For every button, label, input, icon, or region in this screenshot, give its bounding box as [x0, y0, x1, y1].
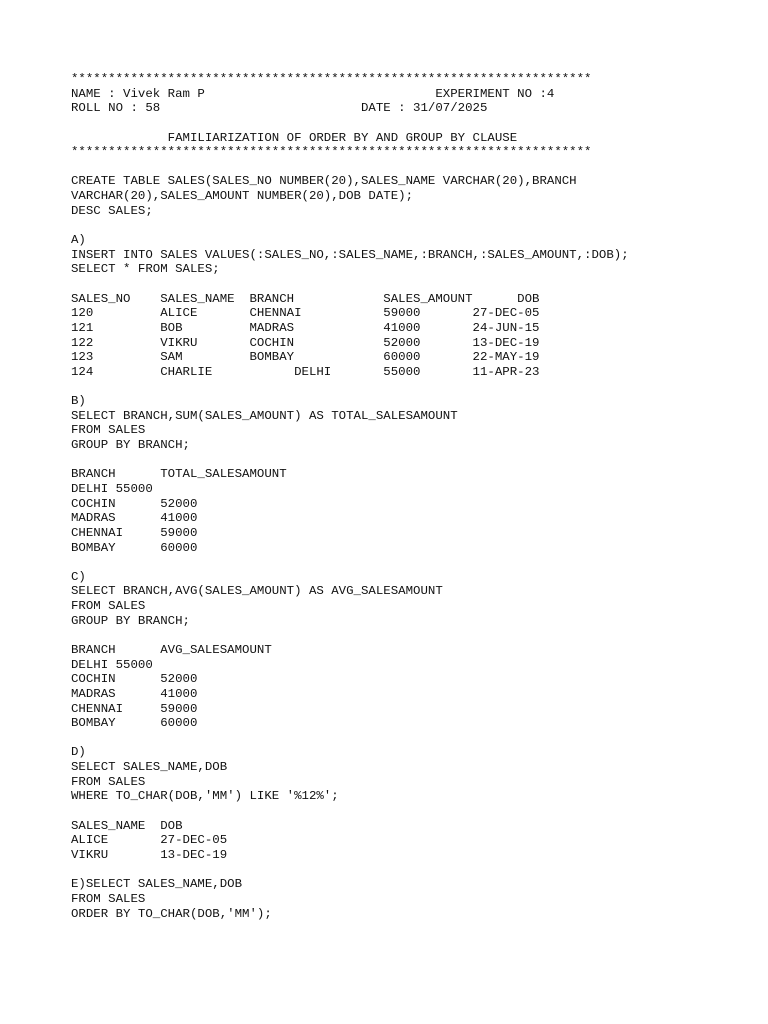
section-c-label: C): [71, 569, 86, 584]
sum-query-line: SELECT BRANCH,SUM(SALES_AMOUNT) AS TOTAL_SALESAMOUNT: [71, 408, 458, 423]
insert-statement: INSERT INTO SALES VALUES(:SALES_NO,:SALES_NAME,:BRANCH,:SALES_AMOUNT,:DOB);: [71, 247, 629, 262]
sum-result-row: COCHIN 52000: [71, 496, 198, 511]
sales-table-row: 120 ALICE CHENNAI 59000 27-DEC-05: [71, 306, 540, 321]
spacer: [71, 731, 761, 746]
where-result-row: VIKRU 13-DEC-19: [71, 847, 228, 862]
document-page: [71, 72, 761, 921]
avg-result-row: MADRAS 41000: [71, 686, 198, 701]
sum-result-row: MADRAS 41000: [71, 511, 198, 526]
where-result-row: ALICE 27-DEC-05: [71, 833, 228, 848]
where-query-line: FROM SALES: [71, 774, 146, 789]
spacer: [71, 277, 761, 292]
avg-result-row: BOMBAY 60000: [71, 716, 198, 731]
sum-result-header: BRANCH TOTAL_SALESAMOUNT: [71, 467, 287, 482]
sum-query-line: GROUP BY BRANCH;: [71, 438, 190, 453]
avg-result-row: COCHIN 52000: [71, 672, 198, 687]
desc-statement: DESC SALES;: [71, 203, 153, 218]
spacer: [71, 379, 761, 394]
spacer: [71, 628, 761, 643]
sales-table-row: 121 BOB MADRAS 41000 24-JUN-15: [71, 320, 540, 335]
sales-table-row: 123 SAM BOMBAY 60000 22-MAY-19: [71, 350, 540, 365]
sales-table-row: 122 VIKRU COCHIN 52000 13-DEC-19: [71, 335, 540, 350]
avg-query-line: SELECT BRANCH,AVG(SALES_AMOUNT) AS AVG_SALESAMOUNT: [71, 584, 443, 599]
section-b-label: B): [71, 394, 86, 409]
sales-table-row: 124 CHARLIE DELHI 55000 11-APR-23: [71, 364, 540, 379]
document-title: FAMILIARIZATION OF ORDER BY AND GROUP BY CLAUSE: [71, 130, 518, 145]
spacer: [71, 863, 761, 878]
create-table-line-1: CREATE TABLE SALES(SALES_NO NUMBER(20),SALES_NAME VARCHAR(20),BRANCH: [71, 174, 577, 189]
spacer: [71, 555, 761, 570]
section-a-label: A): [71, 233, 86, 248]
sum-result-row: CHENNAI 59000: [71, 525, 198, 540]
where-query-line: WHERE TO_CHAR(DOB,'MM') LIKE '%12%';: [71, 789, 339, 804]
spacer: [71, 116, 761, 131]
avg-result-row: DELHI 55000: [71, 657, 153, 672]
avg-result-header: BRANCH AVG_SALESAMOUNT: [71, 642, 272, 657]
where-query-line: SELECT SALES_NAME,DOB: [71, 760, 228, 775]
where-result-header: SALES_NAME DOB: [71, 818, 183, 833]
section-d-label: D): [71, 745, 86, 760]
sum-result-row: DELHI 55000: [71, 481, 153, 496]
avg-query-line: FROM SALES: [71, 599, 146, 614]
separator-top: **********************************************************************: [71, 72, 592, 86]
avg-query-line: GROUP BY BRANCH;: [71, 613, 190, 628]
sum-result-row: BOMBAY 60000: [71, 540, 198, 555]
create-table-line-2: VARCHAR(20),SALES_AMOUNT NUMBER(20),DOB DATE);: [71, 189, 414, 204]
header-name-experiment: NAME : Vivek Ram P EXPERIMENT NO :4: [71, 86, 555, 101]
header-roll-date: ROLL NO : 58 DATE : 31/07/2025: [71, 101, 488, 116]
sales-table-header: SALES_NO SALES_NAME BRANCH SALES_AMOUNT DOB: [71, 291, 540, 306]
sum-query-line: FROM SALES: [71, 423, 146, 438]
separator-bottom: **********************************************************************: [71, 145, 592, 160]
order-query-line: ORDER BY TO_CHAR(DOB,'MM');: [71, 906, 272, 921]
order-query-line: E)SELECT SALES_NAME,DOB: [71, 877, 243, 892]
order-query-line: FROM SALES: [71, 891, 146, 906]
spacer: [71, 218, 761, 233]
spacer: [71, 453, 761, 468]
select-all-statement: SELECT * FROM SALES;: [71, 262, 220, 277]
avg-result-row: CHENNAI 59000: [71, 701, 198, 716]
spacer: [71, 160, 761, 175]
spacer: [71, 804, 761, 819]
